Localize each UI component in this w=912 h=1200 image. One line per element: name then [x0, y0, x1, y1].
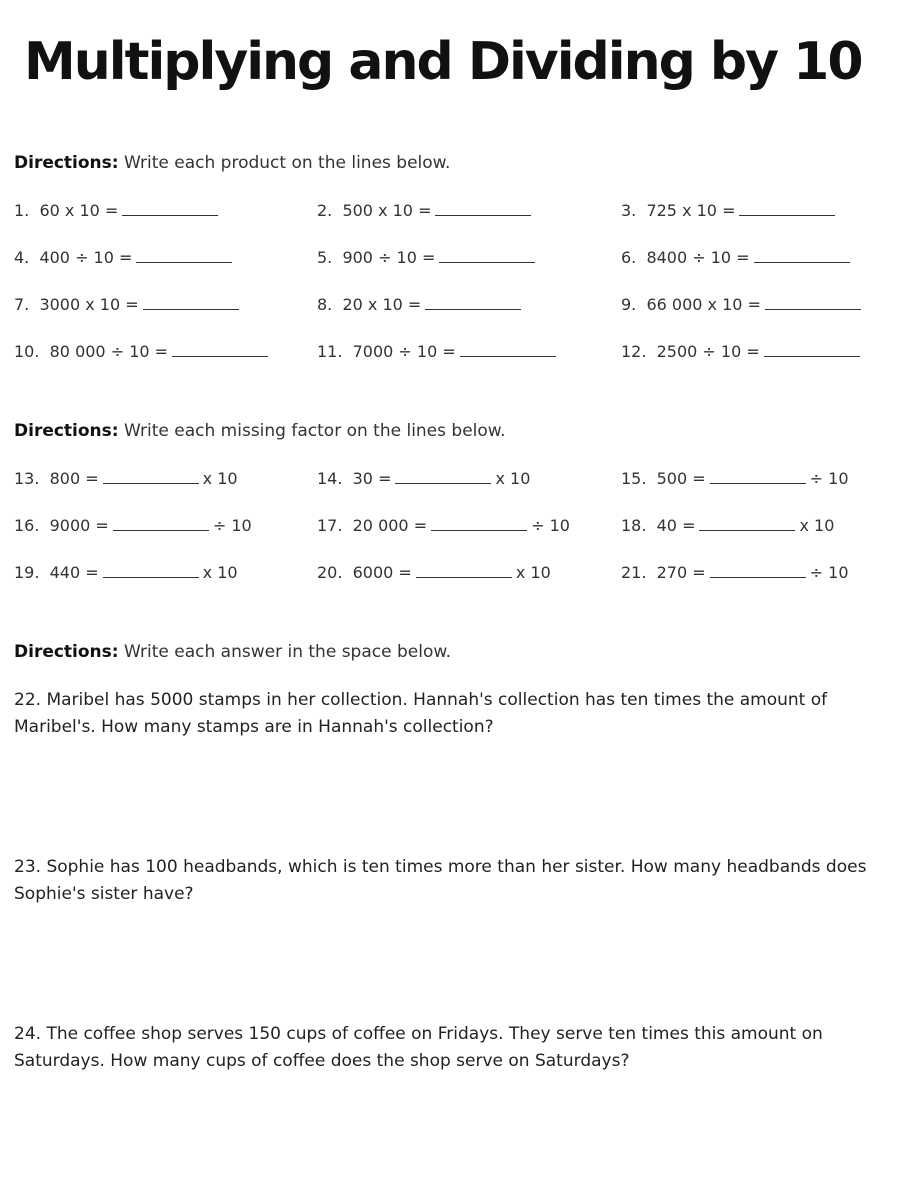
answer-blank[interactable]	[172, 342, 268, 357]
problem-13: 13. 800 = x 10	[14, 469, 238, 488]
problem-7: 7. 3000 x 10 =	[14, 295, 239, 314]
directions-label: Directions:	[14, 421, 119, 441]
problem-11: 11. 7000 ÷ 10 =	[317, 342, 556, 361]
answer-blank[interactable]	[425, 295, 521, 310]
answer-blank[interactable]	[439, 248, 535, 263]
word-problem-23: 23. Sophie has 100 headbands, which is ten times more than her sister. How many headbands does Sophie's sister have?	[14, 857, 867, 904]
worksheet-title: Multiplying and Dividing by 10	[24, 32, 862, 92]
problem-8: 8. 20 x 10 =	[317, 295, 521, 314]
answer-blank[interactable]	[103, 563, 199, 578]
problem-15: 15. 500 = ÷ 10	[621, 469, 849, 488]
answer-blank[interactable]	[435, 201, 531, 216]
word-problem-22: 22. Maribel has 5000 stamps in her collection. Hannah's collection has ten times the amount of Maribel's. How many stamps are in Hannah's collection?	[14, 690, 828, 737]
answer-blank[interactable]	[416, 563, 512, 578]
problem-19: 19. 440 = x 10	[14, 563, 238, 582]
directions-text: Write each missing factor on the lines below.	[118, 421, 506, 441]
directions-3	[14, 642, 451, 662]
answer-blank[interactable]	[754, 248, 850, 263]
problem-2: 2. 500 x 10 =	[317, 201, 531, 220]
answer-blank[interactable]	[122, 201, 218, 216]
problem-3: 3. 725 x 10 =	[621, 201, 835, 220]
directions-2	[14, 421, 506, 441]
answer-blank[interactable]	[395, 469, 491, 484]
answer-blank[interactable]	[143, 295, 239, 310]
answer-blank[interactable]	[710, 469, 806, 484]
problem-12: 12. 2500 ÷ 10 =	[621, 342, 860, 361]
answer-blank[interactable]	[431, 516, 527, 531]
directions-1	[14, 153, 450, 173]
answer-blank[interactable]	[103, 469, 199, 484]
problem-18: 18. 40 = x 10	[621, 516, 835, 535]
word-problem-24: 24. The coffee shop serves 150 cups of coffee on Fridays. They serve ten times this amount on Saturdays. How many cups of coffee does the shop serve on Saturdays?	[14, 1024, 823, 1071]
problem-14: 14. 30 = x 10	[317, 469, 531, 488]
problem-10: 10. 80 000 ÷ 10 =	[14, 342, 268, 361]
problem-1: 1. 60 x 10 =	[14, 201, 218, 220]
problem-16: 16. 9000 = ÷ 10	[14, 516, 252, 535]
answer-blank[interactable]	[699, 516, 795, 531]
answer-blank[interactable]	[136, 248, 232, 263]
problem-5: 5. 900 ÷ 10 =	[317, 248, 535, 267]
problem-20: 20. 6000 = x 10	[317, 563, 551, 582]
problem-17: 17. 20 000 = ÷ 10	[317, 516, 570, 535]
directions-text: Write each answer in the space below.	[118, 642, 452, 662]
answer-blank[interactable]	[460, 342, 556, 357]
problem-6: 6. 8400 ÷ 10 =	[621, 248, 850, 267]
answer-blank[interactable]	[764, 342, 860, 357]
directions-label: Directions:	[14, 642, 119, 662]
problem-4: 4. 400 ÷ 10 =	[14, 248, 232, 267]
problem-21: 21. 270 = ÷ 10	[621, 563, 849, 582]
answer-blank[interactable]	[765, 295, 861, 310]
problem-9: 9. 66 000 x 10 =	[621, 295, 861, 314]
answer-blank[interactable]	[710, 563, 806, 578]
answer-blank[interactable]	[739, 201, 835, 216]
directions-label: Directions:	[14, 153, 119, 173]
answer-blank[interactable]	[113, 516, 209, 531]
directions-text: Write each product on the lines below.	[118, 153, 451, 173]
